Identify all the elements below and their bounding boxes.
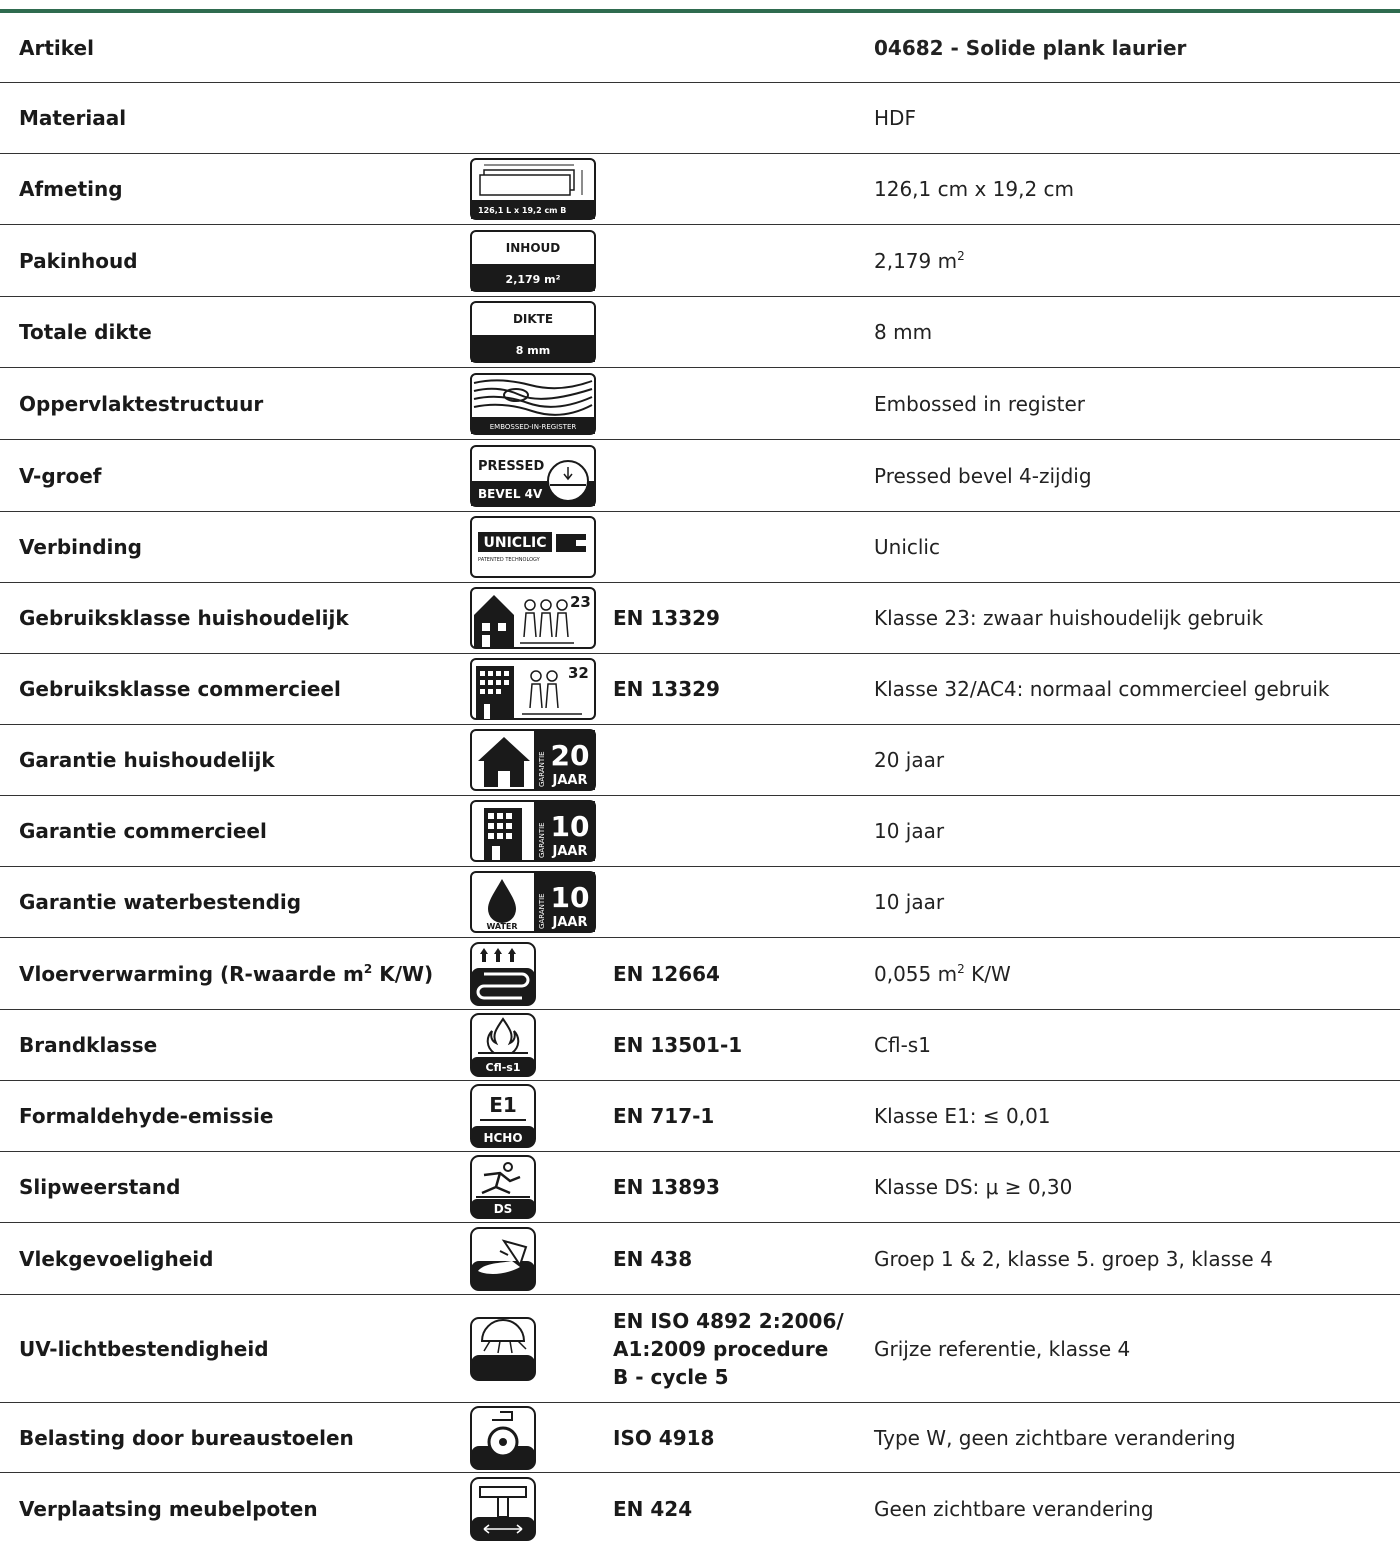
norm-label: EN 438 — [613, 1246, 693, 1271]
spec-row-material — [0, 83, 1400, 154]
row-label: Garantie waterbestendig — [19, 890, 302, 914]
svg-text:10: 10 — [550, 810, 590, 843]
row-value: 126,1 cm x 19,2 cm — [874, 177, 1075, 201]
row-value: Klasse 23: zwaar huishoudelijk gebruik — [874, 606, 1264, 630]
row-value: 10 jaar — [874, 819, 945, 843]
svg-text:HCHO: HCHO — [483, 1131, 523, 1145]
svg-text:PRESSED: PRESSED — [478, 458, 545, 474]
row-label: Materiaal — [19, 106, 127, 130]
svg-text:EMBOSSED-IN-REGISTER: EMBOSSED-IN-REGISTER — [489, 422, 577, 431]
svg-text:GARANTIE: GARANTIE — [538, 893, 546, 929]
wood-texture-icon — [470, 373, 596, 435]
row-value: Klasse E1: ≤ 0,01 — [874, 1104, 1051, 1128]
svg-text:10: 10 — [550, 881, 590, 914]
norm-label: EN ISO 4892 2:2006/ A1:2009 procedure B - cycle 5 — [613, 1308, 844, 1389]
spec-row-warranty-water — [0, 867, 1400, 938]
row-value: 20 jaar — [874, 748, 945, 772]
svg-text:DIKTE: DIKTE — [512, 312, 554, 326]
row-value: 2,179 $m^2$ — [874, 248, 965, 273]
floor-heating-icon — [470, 942, 536, 1006]
house-warranty-icon — [470, 729, 596, 791]
uniclic-logo-icon — [470, 516, 596, 578]
row-value: 04682 - Solide plank laurier — [874, 35, 1187, 60]
row-label: Brandklasse — [19, 1033, 158, 1057]
spec-row-fire-class — [0, 1010, 1400, 1081]
svg-text:JAAR: JAAR — [552, 915, 588, 930]
svg-text:JAAR: JAAR — [552, 844, 588, 859]
row-value: Type W, geen zichtbare verandering — [874, 1425, 1236, 1450]
spec-row-stain — [0, 1223, 1400, 1295]
row-value: Pressed bevel 4-zijdig — [874, 463, 1092, 488]
light-fastness-icon — [470, 1317, 536, 1381]
spec-row-commercial-class — [0, 654, 1400, 725]
norm-label: EN 424 — [613, 1497, 693, 1521]
castor-chair-icon — [470, 1406, 536, 1470]
row-label: Pakinhoud — [19, 248, 138, 273]
row-value: 8 mm — [874, 320, 933, 344]
row-label: Garantie commercieel — [19, 819, 267, 843]
row-value: Geen zichtbare verandering — [874, 1497, 1154, 1521]
row-value: 0,055 $m^2$ K/W — [874, 961, 1011, 986]
svg-text:BEVEL 4V: BEVEL 4V — [478, 486, 543, 501]
commercial-use-class-icon — [470, 658, 596, 720]
norm-label: ISO 4918 — [613, 1425, 715, 1450]
svg-text:Cfl-s1: Cfl-s1 — [485, 1061, 521, 1074]
norm-label: EN 717-1 — [613, 1104, 715, 1128]
row-label: Afmeting — [19, 177, 123, 201]
row-value: Groep 1 & 2, klasse 5. groep 3, klasse 4 — [874, 1246, 1273, 1271]
row-label: Belasting door bureaustoelen — [19, 1425, 354, 1450]
stain-resistance-icon — [470, 1227, 536, 1291]
norm-label: EN 12664 — [613, 961, 720, 986]
svg-text:8 mm: 8 mm — [515, 344, 551, 357]
svg-text:20: 20 — [550, 739, 590, 772]
svg-text:23: 23 — [570, 593, 591, 611]
pressed-bevel-icon — [470, 445, 596, 507]
norm-label: EN 13329 — [613, 677, 720, 701]
row-value: Klasse DS: μ ≥ 0,30 — [874, 1175, 1073, 1199]
svg-text:DS: DS — [493, 1202, 513, 1216]
spec-row-formaldehyde — [0, 1081, 1400, 1152]
spec-row-uv — [0, 1295, 1400, 1403]
row-label: V-groef — [19, 463, 102, 488]
spec-row-warranty-domestic — [0, 725, 1400, 796]
spec-row-dimension — [0, 154, 1400, 225]
norm-label: EN 13329 — [613, 606, 720, 630]
spec-row-thickness — [0, 297, 1400, 368]
svg-text:GARANTIE: GARANTIE — [538, 751, 546, 787]
spec-table — [0, 13, 1400, 1545]
svg-text:PATENTED TECHNOLOGY: PATENTED TECHNOLOGY — [478, 557, 540, 563]
row-label: Artikel — [19, 35, 94, 60]
svg-text:E1: E1 — [489, 1093, 517, 1117]
dimension-icon — [470, 158, 596, 220]
row-value: Grijze referentie, klasse 4 — [874, 1336, 1131, 1361]
thickness-icon — [470, 301, 596, 363]
fire-class-icon — [470, 1013, 536, 1077]
row-label: Vlekgevoeligheid — [19, 1246, 214, 1271]
svg-text:126,1 L x 19,2 cm B: 126,1 L x 19,2 cm B — [478, 206, 567, 215]
spec-row-slip — [0, 1152, 1400, 1223]
furniture-leg-icon — [470, 1477, 536, 1541]
slip-resistance-icon — [470, 1155, 536, 1219]
row-label: Garantie huishoudelijk — [19, 748, 275, 772]
row-label: Totale dikte — [19, 320, 152, 344]
row-label: UV-lichtbestendigheid — [19, 1336, 269, 1361]
spec-row-package-content — [0, 225, 1400, 297]
row-label: Verplaatsing meubelpoten — [19, 1497, 318, 1521]
package-content-icon — [470, 230, 596, 292]
row-label: Gebruiksklasse commercieel — [19, 677, 341, 701]
row-label: Oppervlaktestructuur — [19, 391, 264, 416]
spec-row-furniture-leg — [0, 1473, 1400, 1545]
svg-text:WATER: WATER — [486, 922, 518, 931]
row-value: 10 jaar — [874, 890, 945, 914]
row-label: Gebruiksklasse huishoudelijk — [19, 606, 349, 630]
row-value: Embossed in register — [874, 391, 1085, 416]
building-warranty-icon — [470, 800, 596, 862]
spec-row-bevel — [0, 440, 1400, 512]
row-label: Slipweerstand — [19, 1175, 181, 1199]
domestic-use-class-icon — [470, 587, 596, 649]
norm-label: EN 13501-1 — [613, 1033, 743, 1057]
norm-label: EN 13893 — [613, 1175, 720, 1199]
water-warranty-icon — [470, 871, 596, 933]
svg-text:UNICLIC: UNICLIC — [483, 535, 547, 551]
spec-row-castor — [0, 1403, 1400, 1473]
row-value: HDF — [874, 106, 916, 130]
svg-text:32: 32 — [568, 664, 589, 682]
spec-row-domestic-class — [0, 583, 1400, 654]
spec-row-connection — [0, 512, 1400, 583]
svg-text:2,179 m²: 2,179 m² — [505, 272, 561, 286]
row-value: Cfl-s1 — [874, 1033, 931, 1057]
row-label: Verbinding — [19, 535, 142, 559]
spec-row-floor-heating — [0, 938, 1400, 1010]
spec-row-surface — [0, 368, 1400, 440]
row-value: Klasse 32/AC4: normaal commercieel gebruik — [874, 677, 1330, 701]
svg-text:GARANTIE: GARANTIE — [538, 822, 546, 858]
spec-row-article — [0, 13, 1400, 83]
row-label: Vloerverwarming (R-waarde $m^2$ K/W) — [19, 961, 434, 986]
svg-text:INHOUD: INHOUD — [505, 240, 561, 255]
row-value: Uniclic — [874, 535, 940, 559]
spec-row-warranty-commercial — [0, 796, 1400, 867]
formaldehyde-icon — [470, 1084, 536, 1148]
row-label: Formaldehyde-emissie — [19, 1104, 274, 1128]
svg-text:JAAR: JAAR — [552, 773, 588, 788]
